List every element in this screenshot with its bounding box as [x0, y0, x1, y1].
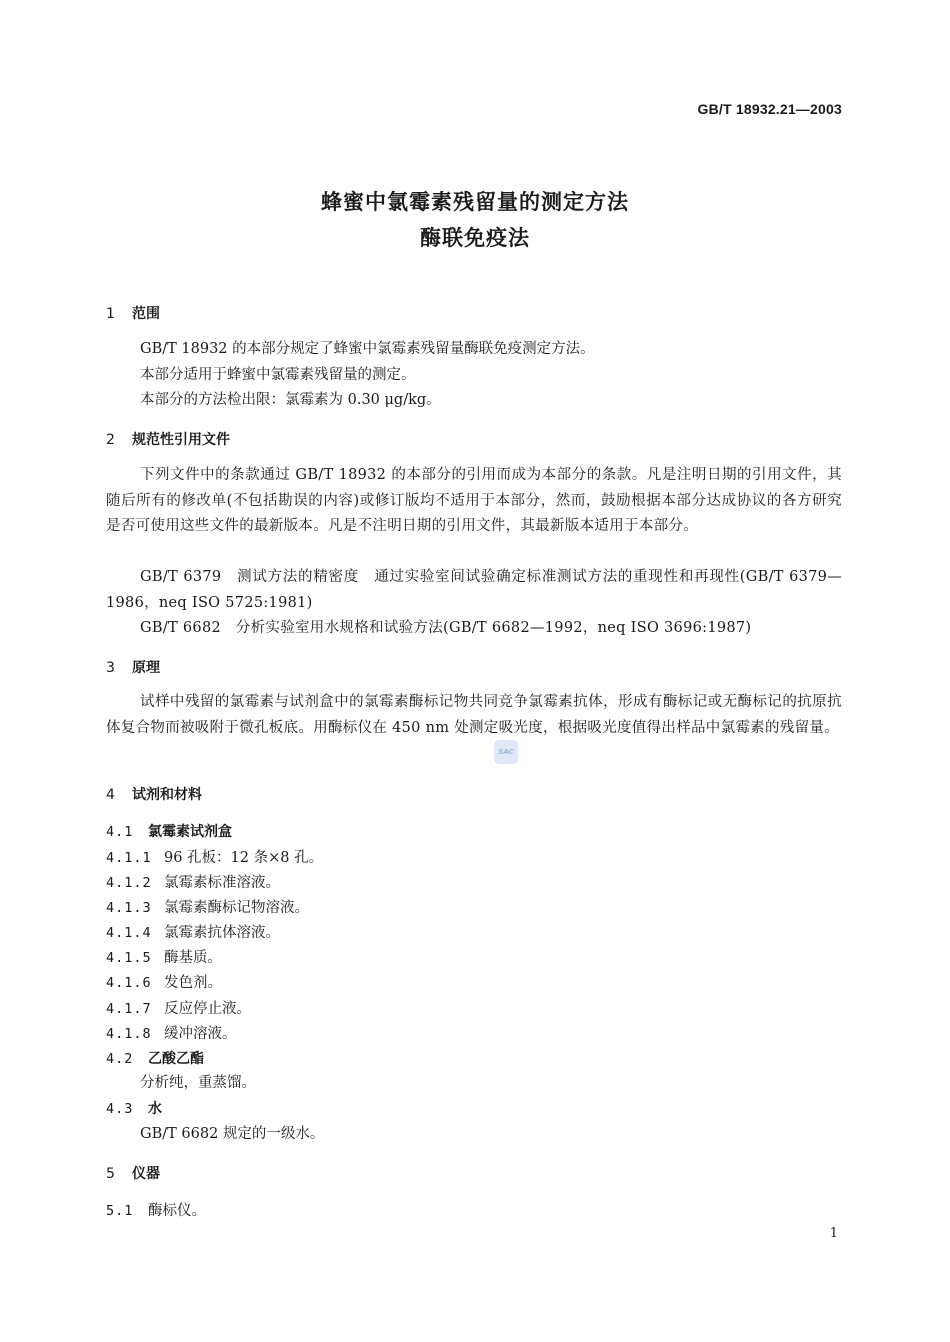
subsection-title: 水	[148, 1101, 162, 1117]
subsection-4-2	[106, 1048, 204, 1068]
subsection-5-1	[106, 1199, 206, 1220]
subsection-title: 乙酸乙酯	[148, 1051, 204, 1067]
scope-line-2: 本部分适用于蜂蜜中氯霉素残留量的测定。	[140, 367, 416, 383]
list-item: 4.1.8 缓冲溶液。	[106, 1026, 237, 1042]
principle-paragraph: 试样中残留的氯霉素与试剂盒中的氯霉素酶标记物共同竞争氯霉素抗体，形成有酶标记或无酶标记的抗原抗体复合物而被吸附于微孔板底。用酶标仪在 450 nm 处测定吸光度，根据吸光度值得出样品中氯霉素的残留量。	[106, 694, 842, 736]
section-3-heading	[106, 657, 160, 677]
reference-gbt-6379: GB/T 6379 测试方法的精密度 通过实验室间试验确定标准测试方法的重现性和再现性(GB/T 6379—1986，neq ISO 5725:1981)	[106, 569, 842, 611]
normative-references-paragraph: 下列文件中的条款通过 GB/T 18932 的本部分的引用而成为本部分的条款。凡是注明日期的引用文件，其随后所有的修改单(不包括勘误的内容)或修订版均不适用于本部分，然而，鼓励根据本部分达成协议的各方研究是否可使用这些文件的最新版本。凡是不注明日期的引用文件，其最新版本适用于本部分。	[106, 467, 842, 534]
subsection-4-3	[106, 1098, 162, 1118]
list-item: 4.1.3 氯霉素酶标记物溶液。	[106, 900, 309, 916]
page-number: 1	[829, 1226, 838, 1241]
doc-title-line1: 蜂蜜中氯霉素残留量的测定方法	[321, 190, 629, 214]
subsection-title: 氯霉素试剂盒	[148, 824, 232, 840]
section-title: 仪器	[132, 1166, 160, 1182]
list-item: 4.1.5 酶基质。	[106, 950, 222, 966]
list-item: 4.1.4 氯霉素抗体溶液。	[106, 925, 280, 941]
section-2-heading	[106, 429, 230, 449]
subsection-number: 4.2	[106, 1051, 134, 1067]
subsection-number: 4.3	[106, 1101, 134, 1117]
water-spec: GB/T 6682 规定的一级水。	[140, 1126, 325, 1142]
subsection-4-1	[106, 821, 232, 841]
scope-line-1: GB/T 18932 的本部分规定了蜂蜜中氯霉素残留量酶联免疫测定方法。	[140, 341, 595, 357]
section-title: 试剂和材料	[132, 787, 202, 803]
scope-line-3: 本部分的方法检出限：氯霉素为 0.30 μg/kg。	[140, 392, 441, 408]
sac-watermark-logo: SAC	[494, 740, 518, 764]
section-number: 2	[106, 432, 115, 448]
list-item: 4.1.6 发色剂。	[106, 975, 222, 991]
subsection-text: 酶标仪。	[148, 1203, 206, 1219]
section-title: 规范性引用文件	[132, 432, 230, 448]
doc-title-line2: 酶联免疫法	[420, 226, 530, 250]
section-4-heading	[106, 784, 202, 804]
list-item: 4.1.1 96 孔板：12 条×8 孔。	[106, 850, 324, 866]
section-number: 4	[106, 787, 115, 803]
list-item: 4.1.7 反应停止液。	[106, 1001, 251, 1017]
section-number: 1	[106, 306, 115, 322]
section-number: 5	[106, 1166, 115, 1182]
section-title: 原理	[132, 660, 160, 676]
section-1-heading	[106, 303, 160, 323]
subsection-number: 5.1	[106, 1203, 134, 1219]
reference-gbt-6682: GB/T 6682 分析实验室用水规格和试验方法(GB/T 6682—1992，neq ISO 3696:1987)	[140, 620, 752, 636]
section-number: 3	[106, 660, 115, 676]
ethyl-acetate-spec: 分析纯，重蒸馏。	[140, 1075, 256, 1091]
list-item: 4.1.2 氯霉素标准溶液。	[106, 875, 280, 891]
section-title: 范围	[132, 306, 160, 322]
subsection-number: 4.1	[106, 824, 134, 840]
standard-number: GB/T 18932.21—2003	[697, 101, 842, 117]
section-5-heading	[106, 1163, 160, 1183]
